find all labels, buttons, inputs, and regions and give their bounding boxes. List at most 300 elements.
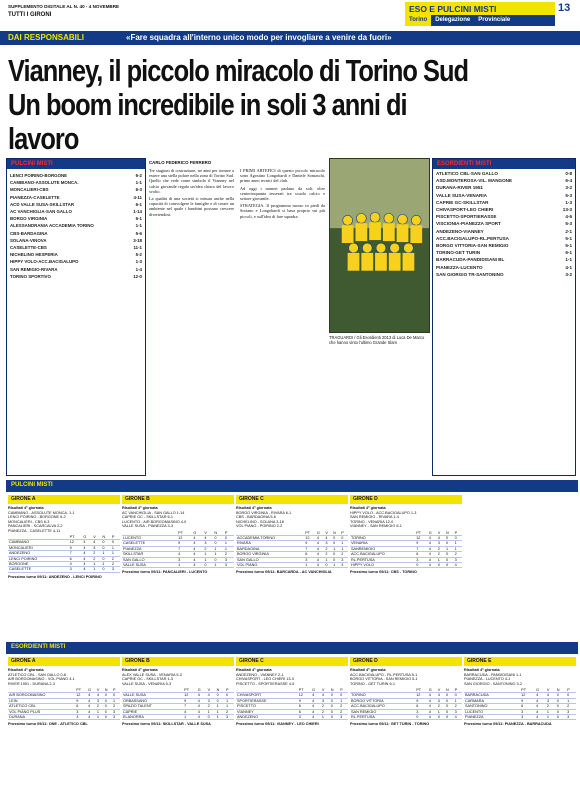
result-line: LUCENTO - AIR BORGOMASINO 4-0	[122, 519, 187, 524]
standings-table	[236, 531, 348, 569]
group-label: GIRONE D	[350, 495, 462, 504]
result-score: 13-3	[562, 207, 572, 213]
standings-cell: 0	[445, 535, 454, 540]
standings-cell: 3	[339, 715, 348, 720]
standings-cell: CASELETTE	[8, 567, 69, 572]
standings-head-cell: PT	[415, 688, 428, 693]
result-block	[436, 265, 572, 270]
match-name: SOLANA-VINOVA	[10, 237, 47, 243]
standings-cell: 6	[415, 552, 428, 557]
standings-cell: 3	[437, 698, 445, 703]
standings-cell: 3	[520, 715, 535, 720]
match-score: 6-1	[135, 216, 142, 222]
standings-cell: 4	[311, 698, 321, 703]
result-block	[436, 257, 572, 262]
standings-cell: 0	[437, 562, 445, 567]
standings-cell: 4	[535, 704, 546, 709]
result-score: 6-1	[565, 250, 572, 256]
result-title	[436, 243, 572, 248]
standings-cell: 1	[546, 715, 556, 720]
standings-cell: 3	[224, 562, 234, 567]
result-line: ALEX VALLE SUSA - VENARIA 5-3	[122, 672, 182, 677]
match-row	[10, 231, 142, 236]
result-title	[436, 236, 572, 241]
round-title: Risultati 4ª giornata	[122, 506, 158, 510]
standings-cell: 0	[112, 693, 120, 698]
standings-cell: 0	[111, 540, 120, 545]
result-score: 0-8	[565, 171, 572, 176]
standings-cell: 12	[183, 693, 197, 698]
standings-cell: 9	[69, 545, 83, 550]
standings-cell: 4	[177, 552, 192, 557]
standings-cell: BORGO VIRGINIA	[236, 552, 304, 557]
standings-cell: BORGONE	[8, 562, 69, 567]
standings-cell: 4	[87, 709, 96, 714]
standings-cell: 4	[192, 562, 203, 567]
standings-cell: 4	[428, 541, 437, 546]
standings-head-cell: PT	[520, 688, 535, 693]
standings-cell: 1	[304, 562, 316, 567]
standings-cell: RL.PERTUSA	[350, 715, 415, 720]
match-name: CASELETTE-CBS	[10, 245, 47, 251]
round-title: Risultati 4ª giornata	[350, 506, 386, 510]
result-line: AIR BORGOMASINO - VOL PIANO 4-1	[8, 677, 75, 681]
match-score: 6-3	[135, 187, 142, 193]
quote-text: «Fare squadra all'interno unico modo per invogliare a venire da fuori»	[126, 33, 392, 42]
result-line: VALLE SUSA - VENARIA 5-3	[122, 681, 172, 686]
group-label: GIRONE A	[8, 495, 120, 504]
standings-cell: 0	[332, 535, 340, 540]
match-score: 11-1	[133, 245, 142, 251]
standings-cell: 4	[87, 715, 96, 720]
standings-cell: CHIVASPORT	[236, 693, 298, 698]
result-line: PANCALIERI - SCARCALVA 2-2	[8, 524, 63, 528]
standings-cell: 1	[224, 541, 234, 546]
result-block	[436, 200, 572, 205]
standings-cell: 9	[75, 698, 87, 703]
standings-cell: MONCALIERI	[8, 545, 69, 550]
standings-cell: 2	[111, 562, 120, 567]
standings-cell: 0	[445, 693, 454, 698]
round-title: Risultati 4ª giornata	[350, 668, 386, 672]
standings-cell: 0	[213, 557, 224, 562]
standings-cell: 3	[75, 709, 87, 714]
standings-cell: 4	[192, 552, 203, 557]
result-score: 3-2	[565, 271, 572, 277]
standings-cell: 0	[454, 693, 462, 698]
standings-cell: 0	[104, 693, 112, 698]
match-name: ALESSANDRANIA ACCADEMIA TORINO	[10, 223, 94, 229]
round-title: Risultati 4ª giornata	[8, 668, 44, 672]
standings-cell: 0	[437, 715, 445, 720]
standings-cell: 1	[92, 562, 101, 567]
standings-cell: 0	[330, 704, 339, 709]
standings-cell: 7	[415, 546, 428, 551]
standings-cell: 1	[213, 562, 224, 567]
group-card	[8, 495, 120, 579]
standings-cell: SAN GALLO	[122, 557, 177, 562]
standings-cell: 4	[428, 535, 437, 540]
result-name: CAPRIE GC-SKILLSTAR	[436, 199, 489, 205]
group-card	[122, 657, 234, 727]
result-block	[436, 178, 572, 183]
group-card	[464, 657, 576, 727]
byline: CARLO FEDERICO FERRERO	[149, 160, 212, 165]
standings-cell: 4	[311, 715, 321, 720]
group-card	[350, 495, 462, 575]
standings-head-cell: G	[535, 688, 546, 693]
round-title: Risultati 4ª giornata	[464, 668, 500, 672]
match-row	[10, 180, 142, 185]
match-row	[10, 202, 142, 207]
standings-cell: 1	[177, 562, 192, 567]
standings-cell: 1	[340, 541, 348, 546]
standings-cell: 4	[428, 546, 437, 551]
standings-cell: 0	[224, 535, 234, 540]
standings-cell: 4	[316, 546, 324, 551]
standings-cell: 0	[454, 535, 462, 540]
standings-cell: 7	[183, 704, 197, 709]
standings-cell: 12	[177, 535, 192, 540]
result-score: 4-6	[565, 214, 572, 220]
standings-table	[8, 688, 120, 720]
standings-cell: 0	[213, 541, 224, 546]
result-score: 5-3	[565, 192, 572, 198]
team-photo	[329, 158, 430, 333]
standings-table	[122, 531, 234, 569]
standings-cell: 4	[96, 693, 104, 698]
match-name: HIPPY VOLO-ACC.BACIGALUPO	[10, 259, 79, 265]
standings-cell: 1	[454, 546, 462, 551]
standings-cell: 4	[428, 552, 437, 557]
standings-cell: 2	[92, 556, 101, 561]
standings-head-cell: N	[445, 531, 454, 536]
result-title	[436, 229, 572, 234]
standings-table	[122, 688, 234, 720]
next-round: Prossimo turno 09/11: VIANNEY - LEO CHIERI	[236, 722, 319, 727]
standings-cell: 4	[183, 709, 197, 714]
match-row	[10, 216, 142, 221]
match-row	[10, 195, 142, 200]
result-name: BARRACUDA-PANDIDISANI BL	[436, 257, 505, 263]
standings-cell: 1	[183, 715, 197, 720]
result-title	[436, 193, 572, 198]
standings-cell: 0	[445, 709, 454, 714]
standings-cell: 0	[104, 709, 112, 714]
tab-torino[interactable]: Torino	[405, 15, 431, 26]
result-line: TORINO - VENARIA 12-0	[350, 519, 394, 524]
standings-cell: LUCENTO	[464, 709, 520, 714]
standings-cell: TORINO	[350, 693, 415, 698]
result-line: MONCALIERI - CBS 6-3	[8, 519, 50, 524]
standings-cell: 4	[535, 698, 546, 703]
standings-cell: 4	[535, 709, 546, 714]
standings-cell: 1	[224, 546, 234, 551]
standings-cell: 4	[535, 693, 546, 698]
match-score: 12-0	[133, 273, 142, 279]
standings-cell: 7	[69, 551, 83, 556]
standings-cell: PIANEZZA	[464, 715, 520, 720]
round-title: Risultati 4ª giornata	[236, 506, 272, 510]
standings-cell: 4	[437, 535, 445, 540]
standings-cell: CAPRIE	[122, 709, 183, 714]
standings-head-cell: V	[546, 688, 556, 693]
standings-cell: 1	[101, 562, 111, 567]
match-score: 1-14	[133, 209, 142, 215]
result-title	[436, 221, 572, 226]
standings-cell: 3	[203, 541, 213, 546]
result-name: CHIVASPORT-LEO CHIERI	[436, 207, 494, 213]
standings-cell: 3	[340, 562, 348, 567]
standings-cell: 0	[445, 698, 454, 703]
result-line: ACC.BACIGALUPO - RL.PERTUSA 5-1	[350, 672, 418, 677]
standings-cell: 0	[332, 541, 340, 546]
standings-cell: 4	[92, 540, 101, 545]
standings-cell: BARRACUDA	[464, 693, 520, 698]
standings-cell: 1	[225, 704, 234, 709]
standings-cell: 3	[566, 715, 576, 720]
standings-cell: 7	[304, 546, 316, 551]
standings-cell: 12	[304, 535, 316, 540]
result-block	[436, 243, 572, 248]
standings-cell: 6	[415, 704, 428, 709]
standings-cell: 6	[69, 556, 83, 561]
standings-head-cell: V	[203, 531, 213, 536]
result-name: ASD.MONTEROSA-VIL. MANGONE	[436, 178, 513, 184]
result-block	[436, 171, 572, 176]
standings-cell: 4	[311, 693, 321, 698]
standings-cell: 0	[332, 557, 340, 562]
standings-head-cell: G	[192, 531, 203, 536]
standings-cell: 4	[324, 535, 332, 540]
next-round: Prossimo turno 09/11: SKILLSTAR - VALLE SUSA	[122, 722, 211, 727]
standings-row	[350, 562, 462, 567]
match-row	[10, 267, 142, 272]
result-line: PIANEZZA - LUCENTO 4-1	[464, 677, 511, 681]
result-block	[436, 236, 572, 241]
result-name: TORINO-GET TURIN	[436, 250, 481, 256]
standings-cell: 4	[546, 693, 556, 698]
match-row	[10, 245, 142, 250]
result-block	[436, 250, 572, 255]
standings-cell: 1	[324, 557, 332, 562]
standings-head-cell: P	[225, 688, 234, 693]
result-score: 2-1	[565, 228, 572, 234]
standings-cell: 0	[556, 715, 566, 720]
standings-cell: SANREMIGIO	[350, 546, 415, 551]
standings-cell: 0	[225, 693, 234, 698]
group-label: GIRONE D	[350, 657, 462, 666]
standings-cell: 0	[216, 693, 225, 698]
standings-cell: SKILLSTAR	[122, 552, 177, 557]
standings-cell: 2	[207, 704, 216, 709]
standings-cell: 4	[82, 551, 92, 556]
standings-cell: 1	[203, 557, 213, 562]
standings-cell: 1	[112, 698, 120, 703]
standings-cell: SPORTIERASSE	[236, 698, 298, 703]
standings-head-cell: N	[101, 535, 111, 540]
standings-head-cell: V	[96, 688, 104, 693]
result-block	[436, 229, 572, 234]
standings-cell: 1	[321, 715, 330, 720]
article-paragraph: La qualità di una società si misura anche nella capacità di coinvolgere le famiglie e di creare un ambiente nel quale i bambini possano crescere divertendosi.	[149, 196, 234, 217]
standings-head-cell: G	[428, 688, 437, 693]
standings-cell: 4	[316, 562, 324, 567]
match-row	[10, 252, 142, 257]
standings-cell: CASELETTE	[122, 541, 177, 546]
standings-head-cell: V	[92, 535, 101, 540]
standings-cell: 4	[82, 567, 92, 572]
match-row	[10, 274, 142, 279]
standings-head-cell: P	[111, 535, 120, 540]
standings-cell: 1	[101, 551, 111, 556]
standings-cell: 7	[177, 546, 192, 551]
standings-cell: RIVARA	[236, 541, 304, 546]
standings-cell: 3	[340, 557, 348, 562]
match-score: 4-11	[133, 194, 142, 200]
standings-head-cell: N	[213, 531, 224, 536]
standings-cell: 4	[316, 535, 324, 540]
standings-row	[8, 715, 120, 720]
result-name: SAN GIORGIO TR-SANTONINO	[436, 271, 504, 277]
standings-cell: 4	[428, 562, 437, 567]
standings-cell: 2	[454, 552, 462, 557]
standings-head-cell: G	[197, 688, 207, 693]
standings-cell: ELANORRA	[122, 715, 183, 720]
standings-cell: 2	[339, 709, 348, 714]
standings-cell: 0	[556, 704, 566, 709]
result-line: BARRACUDA - PANDIDISANI 1-1	[464, 672, 522, 677]
esordienti-panel	[432, 158, 576, 476]
next-round: Prossimo turno 09/11: GET TURIN - TORINO	[350, 722, 430, 727]
match-name: PIANEZZA-CASELETTE	[10, 194, 60, 200]
standings-cell: 0	[101, 545, 111, 550]
standings-cell: 1	[96, 715, 104, 720]
standings-cell: 9	[520, 698, 535, 703]
standings-cell: 0	[330, 715, 339, 720]
standings-head-cell: P	[454, 531, 462, 536]
standings-cell: 1	[332, 546, 340, 551]
result-block	[436, 214, 572, 219]
standings-cell: 1	[225, 698, 234, 703]
standings-cell: 1	[207, 709, 216, 714]
standings-cell: 4	[311, 709, 321, 714]
standings-cell: 9	[183, 698, 197, 703]
standings-cell: CAMBIANO	[8, 540, 69, 545]
standings-cell: 1	[111, 551, 120, 556]
result-line: ANDEZENO - VIANNEY 2-1	[236, 672, 284, 677]
tab-delegazione[interactable]: Delegazione	[435, 17, 471, 23]
standings-cell: 2	[437, 552, 445, 557]
standings-head-cell: P	[112, 688, 120, 693]
standings-cell: 4	[428, 557, 437, 562]
tab-provinciale[interactable]: Provinciale	[478, 17, 511, 23]
result-block	[436, 207, 572, 212]
standings-cell: 3	[454, 709, 462, 714]
standings-cell: 4	[197, 715, 207, 720]
standings-cell: 0	[207, 715, 216, 720]
standings-cell: VALLE SUSA	[122, 693, 183, 698]
standings-cell: 0	[330, 709, 339, 714]
match-score: 1-3	[135, 259, 142, 265]
result-block	[436, 221, 572, 226]
result-line: LENCI POIRINO - BORGONE 6-2	[8, 515, 66, 519]
match-score: 1-1	[135, 180, 142, 186]
match-row	[10, 259, 142, 264]
standings-head-cell: PT	[177, 531, 192, 536]
standings-cell: 1	[332, 562, 340, 567]
round-title: Risultati 4ª giornata	[236, 668, 272, 672]
group-card	[350, 657, 462, 727]
standings-cell: 4	[192, 546, 203, 551]
standings-cell: 3	[177, 557, 192, 562]
standings-cell: 0	[340, 535, 348, 540]
standings-cell: 0	[445, 541, 454, 546]
standings-head-cell: N	[332, 531, 340, 536]
match-name: BORGO VIRGINIA	[10, 216, 48, 222]
standings-cell: 3	[92, 545, 101, 550]
standings-cell: 4	[197, 709, 207, 714]
standings-cell: 3	[112, 715, 120, 720]
standings-cell: 1	[340, 546, 348, 551]
standings-cell: 1	[203, 552, 213, 557]
result-line: VALLE SUSA - PIANEZZA 3-3	[122, 524, 173, 528]
standings-head-cell: G	[82, 535, 92, 540]
results-strip-esordienti: ESORDIENTI MISTI	[6, 642, 578, 654]
standings-cell: 0	[101, 556, 111, 561]
standings-cell: 4	[82, 540, 92, 545]
result-name: PIANEZZA-LUCENTO	[436, 264, 483, 270]
standings-cell: 3	[520, 709, 535, 714]
standings-cell: 1	[213, 552, 224, 557]
standings-cell: 4	[316, 557, 324, 562]
standings-cell: 2	[321, 709, 330, 714]
match-name: TORINO SPORTIVO	[10, 273, 51, 279]
standings-cell: 0	[566, 693, 576, 698]
next-round: Prossimo turno 09/11: ANDEZENO - LENCI POIRINO	[8, 574, 102, 579]
result-line: RIVER 1951 - DURANA 2-3	[8, 681, 55, 686]
standings-cell: 9	[415, 698, 428, 703]
standings-cell: 4	[192, 541, 203, 546]
standings-head-cell: V	[321, 688, 330, 693]
standings-cell: 9	[177, 541, 192, 546]
result-line: CAPRIE GC - SKILLSTAR 6-1	[122, 515, 173, 519]
standings-cell: 4	[454, 715, 462, 720]
standings-cell: 0	[445, 715, 454, 720]
next-round: Prossimo turno 09/11: ONE - ATLETICO CBL	[8, 722, 88, 727]
standings-cell: 2	[225, 709, 234, 714]
standings-head-cell: N	[104, 688, 112, 693]
standings-cell: 0	[104, 698, 112, 703]
group-card	[236, 495, 348, 575]
standings-head-cell: N	[556, 688, 566, 693]
standings-cell: 12	[69, 540, 83, 545]
standings-cell: 3	[111, 567, 120, 572]
result-line: CHIVASPORT - LEO CHIERI 13-3	[236, 677, 294, 681]
standings-cell: LEIN	[8, 698, 75, 703]
photo-caption: TRAGUARDI / Gli Esordienti 2013 di Luca De Marco che hanno vinto l'ultimo Grande Slam	[329, 335, 425, 345]
standings-cell: AIR BORGOMASINO	[8, 693, 75, 698]
result-line: VIANNEY - SAN REMIGIO 6-1	[350, 524, 402, 528]
standings-cell: 0	[104, 704, 112, 709]
standings-cell: 0	[213, 535, 224, 540]
standings-cell: 6	[75, 704, 87, 709]
standings-cell: 1	[566, 698, 576, 703]
result-title	[436, 265, 572, 270]
match-name: CBS-BARDAGINA	[10, 230, 48, 236]
supplement-label: SUPPLEMENTO DIGITALE AL N. 40 - 4 NOVEMBRE	[8, 4, 120, 9]
standings-table	[350, 531, 462, 569]
